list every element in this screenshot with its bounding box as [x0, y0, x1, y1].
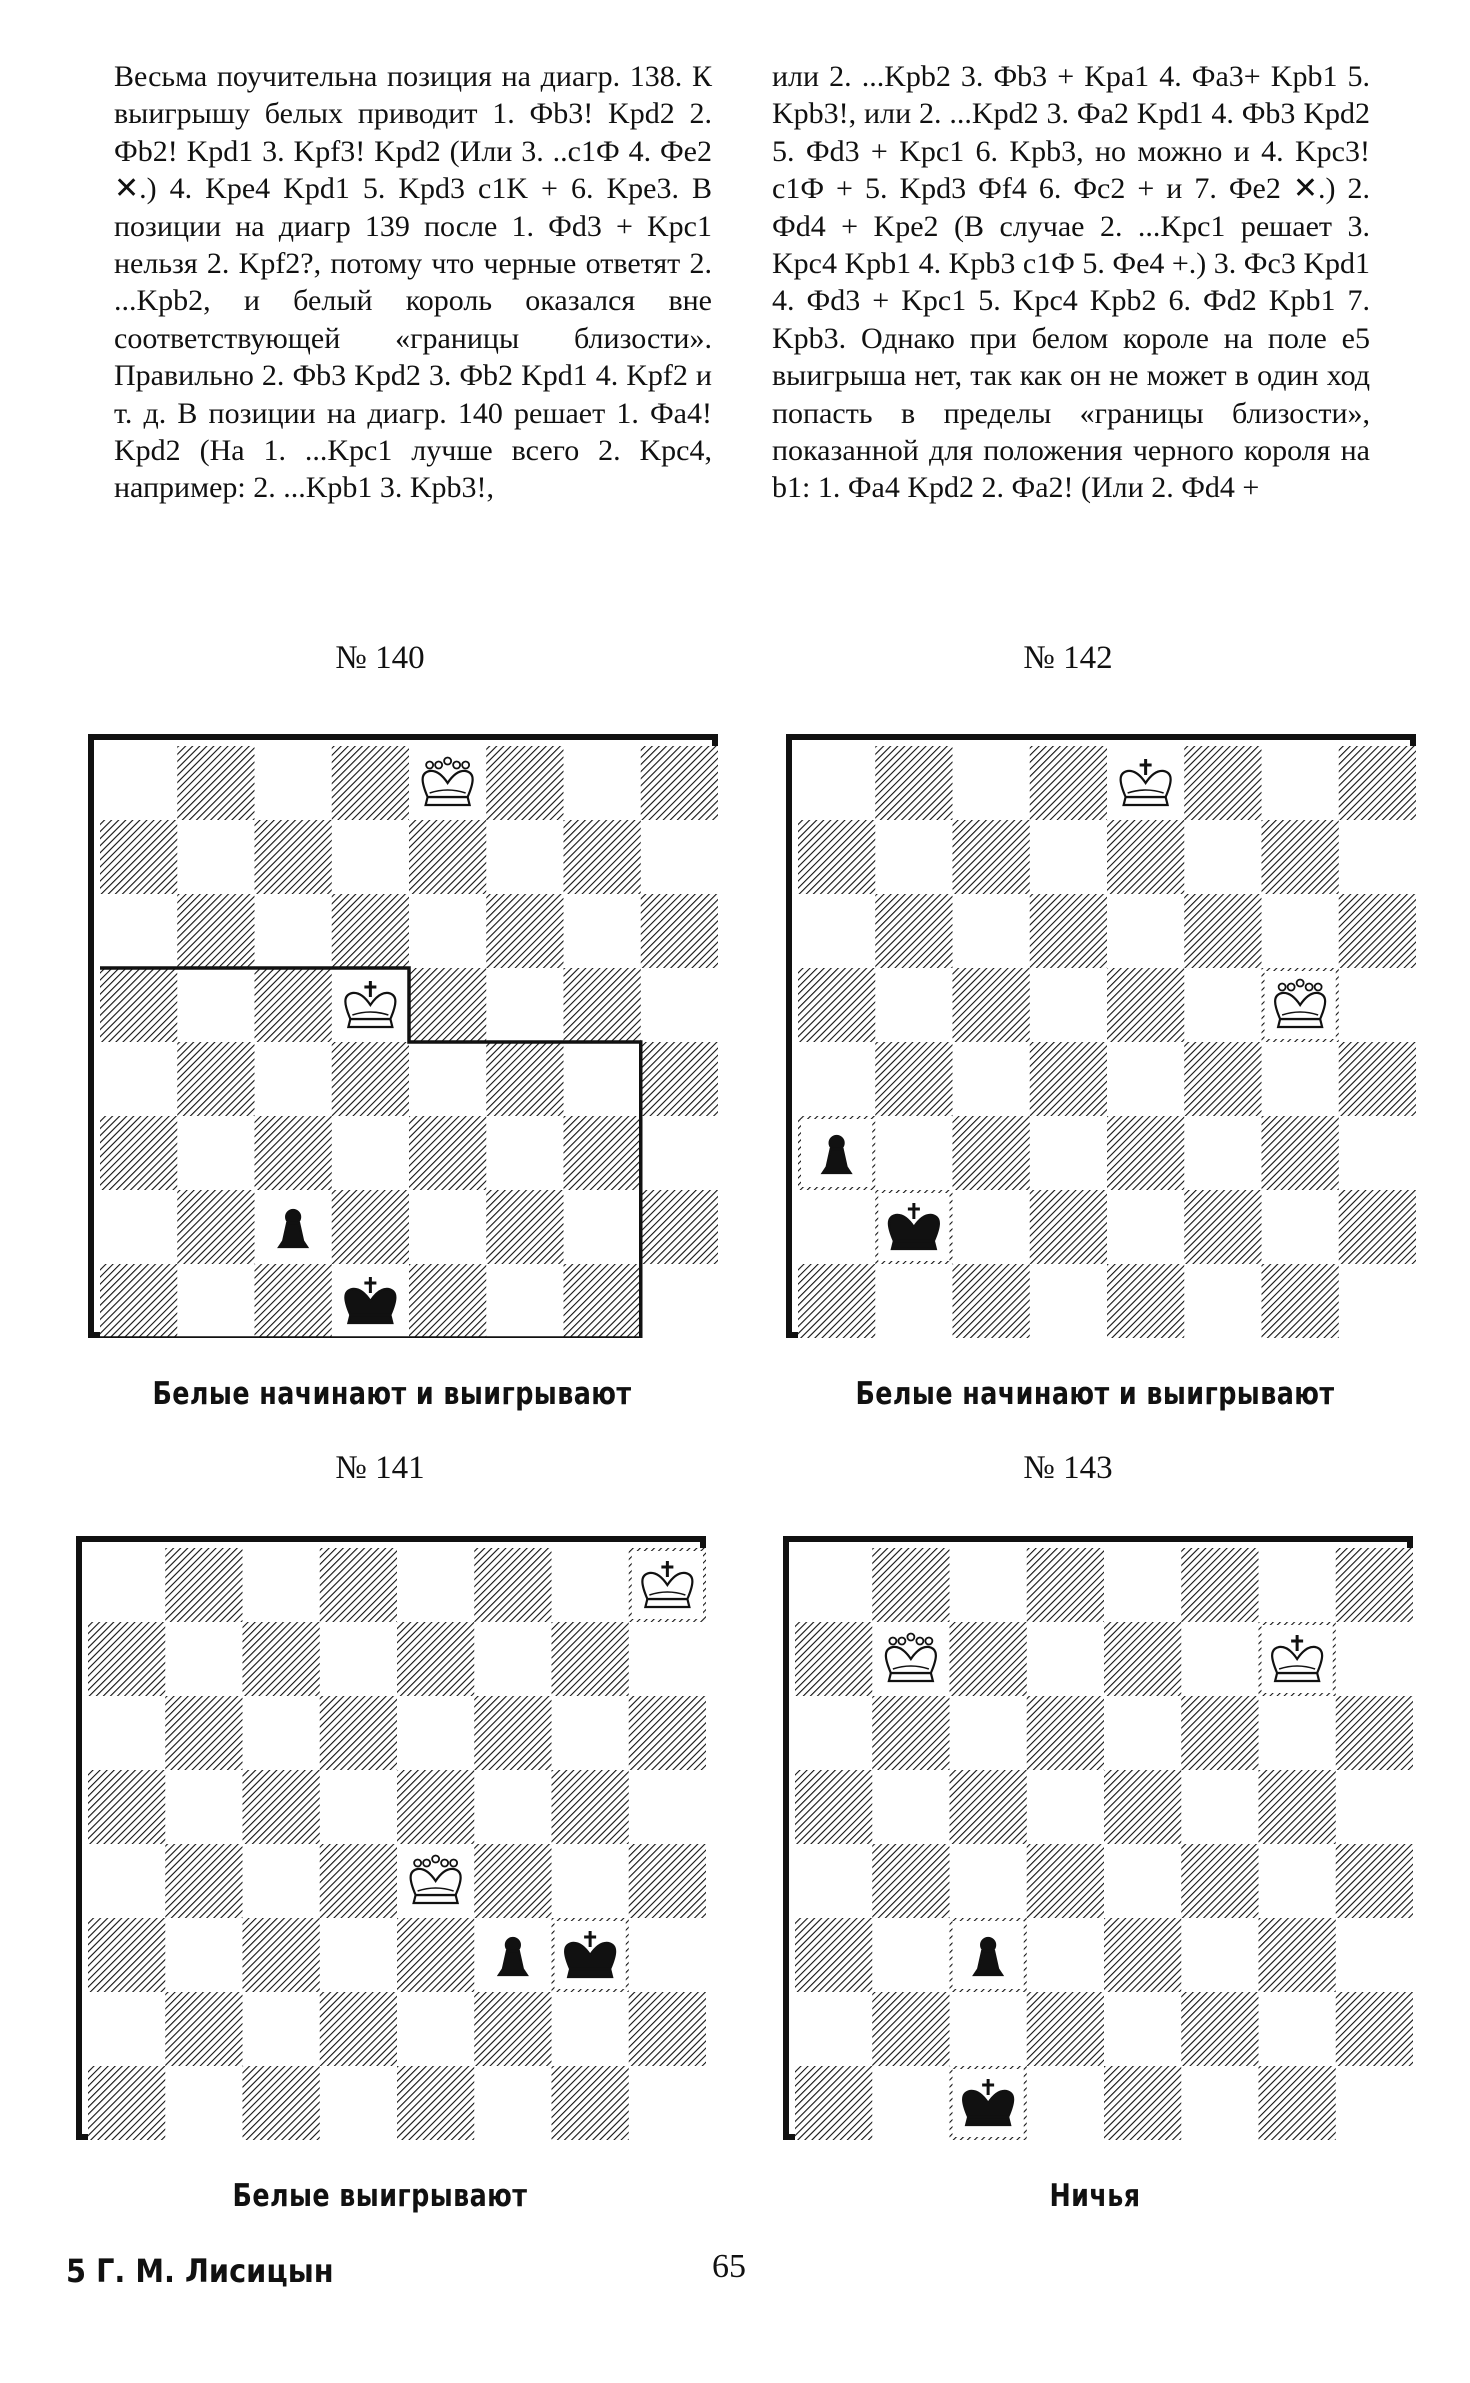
page-number: 65 — [712, 2248, 746, 2285]
dark-square — [1184, 746, 1261, 820]
diagram-caption: Ничья — [1049, 2178, 1141, 2214]
dark-square — [486, 894, 563, 968]
dark-square — [243, 1770, 320, 1844]
dark-square — [1339, 746, 1416, 820]
dark-square — [1259, 1918, 1336, 1992]
dark-square — [409, 968, 486, 1042]
dark-square — [1336, 1992, 1413, 2066]
dark-square — [177, 894, 254, 968]
body-text-right-column: или 2. ...Kpb2 3. Фb3 + Kpa1 4. Фa3+ Kpb1 5. Kpb3!, или 2. ...Kpd2 3. Фa2 Kpd1 4. Фb3 Kpd2 5. Фd3 + Kpc1 6. Kpb3, но можно и 4. Kpc3! c1Ф + 5. Kpd3 Фf4 6. Фc2 + и 7. Фe2 ✕.) 2. Фd4 + Kpe2 (В случае 2. ...Kpc1 решает 3. Kpc4 Kpb1 4. Kpb3 c1Ф 5. Фe4 +.) 3. Фc3 Kpd1 4. Фd3 + Kpc1 5. Kpc4 Kpb2 6. Фd2 Kpb1 7. Kpb3. Однако при белом короле на поле e5 выигрыша нет, так как он не может в один ход попасть в пределы «границы близости», показанной для положения черного короля на b1: 1. Фa4 Kpd2 2. Фa2! (Или 2. Фd4 + — [772, 60, 1370, 505]
dark-square — [564, 1264, 641, 1338]
diagram-number: № 141 — [335, 1450, 425, 1486]
dark-square — [1030, 1042, 1107, 1116]
dark-square — [1339, 894, 1416, 968]
dark-square — [474, 1548, 551, 1622]
dark-square — [795, 2066, 872, 2140]
dark-square — [1339, 1190, 1416, 1264]
dark-square — [100, 968, 177, 1042]
dark-square — [1104, 1622, 1181, 1696]
dark-square — [1259, 2066, 1336, 2140]
dark-square — [1027, 1548, 1104, 1622]
dark-square — [1104, 1918, 1181, 1992]
dark-square — [1184, 1042, 1261, 1116]
dark-square — [409, 1116, 486, 1190]
dark-square — [1030, 746, 1107, 820]
dark-square — [243, 1918, 320, 1992]
diagram-caption: Белые начинают и выигрывают — [855, 1376, 1335, 1412]
dark-square — [872, 1696, 949, 1770]
dark-square — [1181, 1844, 1258, 1918]
dark-square — [564, 1116, 641, 1190]
dark-square — [641, 894, 718, 968]
diagram-number: № 142 — [1023, 640, 1113, 676]
dark-square — [88, 1918, 165, 1992]
dark-square — [332, 1190, 409, 1264]
white-queen-icon — [886, 1634, 936, 1682]
dark-square — [474, 1992, 551, 2066]
diagram-caption: Белые выигрывают — [232, 2178, 528, 2214]
dark-square — [1030, 894, 1107, 968]
dark-square — [320, 1844, 397, 1918]
dark-square — [1027, 1696, 1104, 1770]
dark-square — [255, 1264, 332, 1338]
dark-square — [564, 820, 641, 894]
dark-square — [397, 1770, 474, 1844]
dark-square — [1107, 820, 1184, 894]
dark-square — [641, 746, 718, 820]
dark-square — [629, 1992, 706, 2066]
dark-square — [474, 1844, 551, 1918]
dark-square — [629, 1844, 706, 1918]
dark-square — [474, 1696, 551, 1770]
dark-square — [177, 746, 254, 820]
dark-square — [1259, 1770, 1336, 1844]
dark-square — [798, 1264, 875, 1338]
dark-square — [1107, 1116, 1184, 1190]
dark-square — [320, 1696, 397, 1770]
white-queen-icon — [1275, 980, 1325, 1028]
dark-square — [1181, 1992, 1258, 2066]
dark-square — [320, 1992, 397, 2066]
chess-board — [786, 734, 1416, 1338]
diagram-number: № 140 — [335, 640, 425, 676]
dark-square — [332, 1042, 409, 1116]
dark-square — [798, 820, 875, 894]
dark-square — [1336, 1844, 1413, 1918]
board-svg — [88, 1548, 706, 2140]
dark-square — [255, 820, 332, 894]
dark-square — [872, 1548, 949, 1622]
dark-square — [100, 820, 177, 894]
dark-square — [397, 1918, 474, 1992]
dark-square — [486, 746, 563, 820]
dark-square — [1107, 968, 1184, 1042]
dark-square — [1030, 1190, 1107, 1264]
dark-square — [100, 1116, 177, 1190]
dark-square — [1336, 1696, 1413, 1770]
dark-square — [1104, 1770, 1181, 1844]
dark-square — [1181, 1548, 1258, 1622]
dark-square — [872, 1844, 949, 1918]
dark-square — [875, 1042, 952, 1116]
dark-square — [88, 1622, 165, 1696]
dark-square — [953, 1264, 1030, 1338]
dark-square — [795, 1622, 872, 1696]
dark-square — [409, 1264, 486, 1338]
dark-square — [1184, 1190, 1261, 1264]
dark-square — [950, 1622, 1027, 1696]
author-signature: 5 Г. М. Лисицын — [66, 2252, 334, 2290]
diagram-caption: Белые начинают и выигрывают — [152, 1376, 632, 1412]
dark-square — [953, 1116, 1030, 1190]
dark-square — [552, 1770, 629, 1844]
dark-square — [255, 1116, 332, 1190]
white-queen-icon — [423, 758, 473, 806]
chess-board — [783, 1536, 1413, 2140]
dark-square — [165, 1548, 242, 1622]
dark-square — [486, 1042, 563, 1116]
dark-square — [875, 894, 952, 968]
dark-square — [552, 1622, 629, 1696]
dark-square — [875, 746, 952, 820]
board-svg — [795, 1548, 1413, 2140]
chess-board — [88, 734, 718, 1338]
dark-square — [1181, 1696, 1258, 1770]
chess-board — [76, 1536, 706, 2140]
dark-square — [552, 2066, 629, 2140]
dark-square — [486, 1190, 563, 1264]
dark-square — [1104, 2066, 1181, 2140]
dark-square — [798, 968, 875, 1042]
dark-square — [1262, 820, 1339, 894]
dark-square — [165, 1992, 242, 2066]
dark-square — [629, 1696, 706, 1770]
dark-square — [100, 1264, 177, 1338]
dark-square — [872, 1992, 949, 2066]
dark-square — [564, 968, 641, 1042]
dark-square — [243, 2066, 320, 2140]
dark-square — [165, 1696, 242, 1770]
dark-square — [177, 1042, 254, 1116]
dark-square — [1336, 1548, 1413, 1622]
dark-square — [795, 1918, 872, 1992]
dark-square — [88, 1770, 165, 1844]
dark-square — [641, 1042, 718, 1116]
dark-square — [1262, 1264, 1339, 1338]
dark-square — [88, 2066, 165, 2140]
board-svg — [798, 746, 1416, 1338]
dark-square — [332, 746, 409, 820]
board-svg — [100, 746, 718, 1338]
dark-square — [1107, 1264, 1184, 1338]
dark-square — [641, 1190, 718, 1264]
dark-square — [243, 1622, 320, 1696]
dark-square — [177, 1190, 254, 1264]
diagram-number: № 143 — [1023, 1450, 1113, 1486]
dark-square — [1027, 1844, 1104, 1918]
dark-square — [332, 894, 409, 968]
dark-square — [950, 1770, 1027, 1844]
white-queen-icon — [411, 1856, 461, 1904]
dark-square — [397, 2066, 474, 2140]
dark-square — [1027, 1992, 1104, 2066]
dark-square — [320, 1548, 397, 1622]
dark-square — [953, 968, 1030, 1042]
dark-square — [409, 820, 486, 894]
dark-square — [1262, 1116, 1339, 1190]
dark-square — [1184, 894, 1261, 968]
body-text-left-column: Весьма поучительна позиция на диагр. 138. К выигрышу белых приводит 1. Фb3! Kpd2 2. Фb2! Kpd1 3. Kpf3! Kpd2 (Или 3. ..c1Ф 4. Фe2 ✕.) 4. Kpe4 Kpd1 5. Kpd3 c1K + 6. Kpe3. В позиции на диагр 139 после 1. Фd3 + Kpc1 нельзя 2. Kpf2?, потому что черные ответят 2. ...Kpb2, и белый король оказался вне соответствующей «границы близости». Правильно 2. Фb3 Kpd2 3. Фb2 Kpd1 4. Kpf2 и т. д. В позиции на диагр. 140 решает 1. Фa4! Kpd2 (На 1. ...Kpc1 лучше всего 2. Kpc4, например: 2. ...Kpb1 3. Kpb3!, — [114, 60, 712, 505]
dark-square — [1339, 1042, 1416, 1116]
dark-square — [165, 1844, 242, 1918]
dark-square — [397, 1622, 474, 1696]
dark-square — [795, 1770, 872, 1844]
dark-square — [953, 820, 1030, 894]
dark-square — [255, 968, 332, 1042]
